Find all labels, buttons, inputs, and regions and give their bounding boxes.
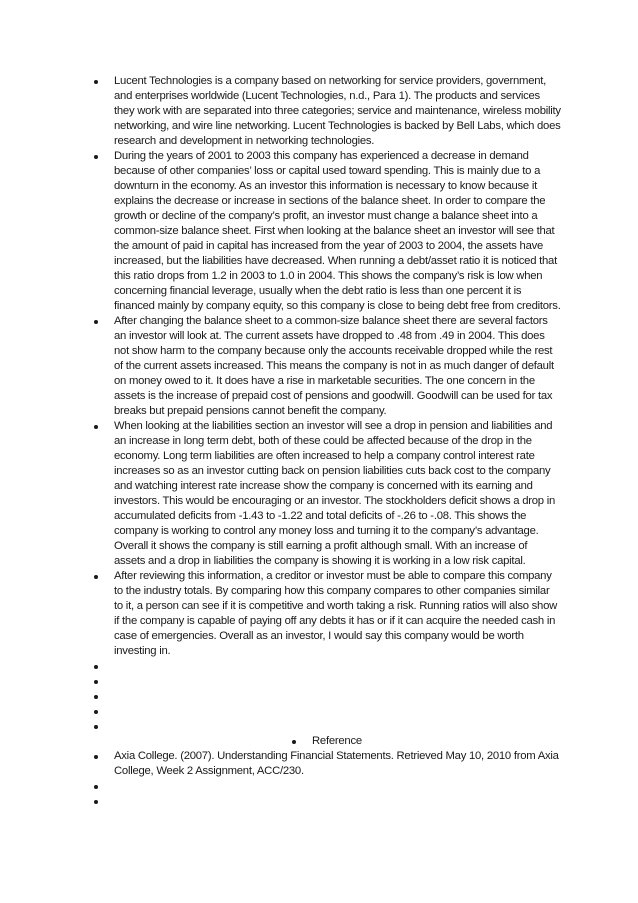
list-item <box>91 419 561 569</box>
bullet-icon <box>94 155 98 159</box>
list-item <box>91 74 561 149</box>
bullet-icon <box>94 695 98 699</box>
reference-item <box>91 749 561 779</box>
paragraph-text: When looking at the liabilities section an investor will see a drop in pension and liabilities and an increase in long term debt, both of these could be affected because of the drop in the economy. Long term liabilities are often increased to help a company control interest rate increases so as an investor cutting back on pension liabilities cuts back cost to the company and watching interest rate increase show the company is concerned with its earning and investors. This would be encouraging or an investor. The stockholders deficit shows a drop in accumulated deficits from -1.43 to -1.22 and total deficits of -.26 to -.08. This shows the company is working to control any money loss and turning it to the company’s advantage. Overall it shows the company is still earning a profit although small. With an increase of assets and a drop in liabilities the company is showing it is working in a low risk capital. <box>114 420 556 567</box>
list-item <box>91 569 561 659</box>
empty-list-item <box>91 659 561 674</box>
reference-heading-item <box>91 734 561 749</box>
empty-list-item <box>91 779 561 794</box>
reference-heading: Reference <box>312 735 362 747</box>
paragraph-text: Lucent Technologies is a company based on networking for service providers, government, and enterprises worldwide (Lucent Technologies, n.d., Para 1). The products and services they work with are separated into three categories; service and maintenance, wireless mobility networking, and wire line networking. Lucent Technologies is backed by Bell Labs, which does research and development in networking technologies. <box>114 75 561 147</box>
bullet-list <box>91 74 561 809</box>
empty-list-item <box>91 689 561 704</box>
list-item <box>91 149 561 314</box>
bullet-icon <box>94 680 98 684</box>
reference-text: Axia College. (2007). Understanding Financial Statements. Retrieved May 10, 2010 from Axia College, Week 2 Assignment, ACC/230. <box>114 750 559 777</box>
list-item <box>91 314 561 419</box>
empty-list-item <box>91 704 561 719</box>
bullet-icon <box>292 740 296 744</box>
paragraph-text: After reviewing this information, a creditor or investor must be able to compare this company to the industry totals. By comparing how this company compares to other companies similar to it, a person can see if it is competitive and worth taking a risk. Running ratios will also show if the company is capable of paying off any debts it has or if it can acquire the needed cash in case of emergencies. Overall as an investor, I would say this company would be worth investing in. <box>114 570 558 657</box>
paragraph-text: During the years of 2001 to 2003 this company has experienced a decrease in demand because of other companies’ loss or capital used toward spending. This is mainly due to a downturn in the economy. As an investor this information is necessary to know because it explains the decrease or increase in sections of the balance sheet. In order to compare the growth or decline of the company’s profit, an investor must change a balance sheet into a common-size balance sheet. First when looking at the balance sheet an investor will see that the amount of paid in capital has increased from the year of 2003 to 2004, the assets have increased, but the liabilities have decreased. When running a debt/asset ratio it is noticed that this ratio drops from 1.2 in 2003 to 1.0 in 2004. This shows the company’s risk is low when concerning financial leverage, usually when the debt ratio is less than one percent it is financed mainly by company equity, so this company is close to being debt free from creditors. <box>114 150 561 312</box>
bullet-icon <box>94 785 98 789</box>
bullet-icon <box>94 575 98 579</box>
bullet-icon <box>94 755 98 759</box>
bullet-icon <box>94 425 98 429</box>
paragraph-text: After changing the balance sheet to a common-size balance sheet there are several factors an investor will look at. The current assets have dropped to .48 from .49 in 2004. This does not show harm to the company because only the accounts receivable dropped while the rest of the current assets increased. This means the company is not in as much danger of default on money owed to it. It does have a rise in marketable securities. The one concern in the assets is the increase of prepaid cost of pensions and goodwill. Goodwill can be used for tax breaks but prepaid pensions cannot benefit the company. <box>114 315 554 417</box>
bullet-icon <box>94 665 98 669</box>
bullet-icon <box>94 800 98 804</box>
bullet-icon <box>94 725 98 729</box>
bullet-icon <box>94 320 98 324</box>
empty-list-item <box>91 719 561 734</box>
bullet-icon <box>94 710 98 714</box>
empty-list-item <box>91 674 561 689</box>
empty-list-item <box>91 794 561 809</box>
bullet-icon <box>94 80 98 84</box>
